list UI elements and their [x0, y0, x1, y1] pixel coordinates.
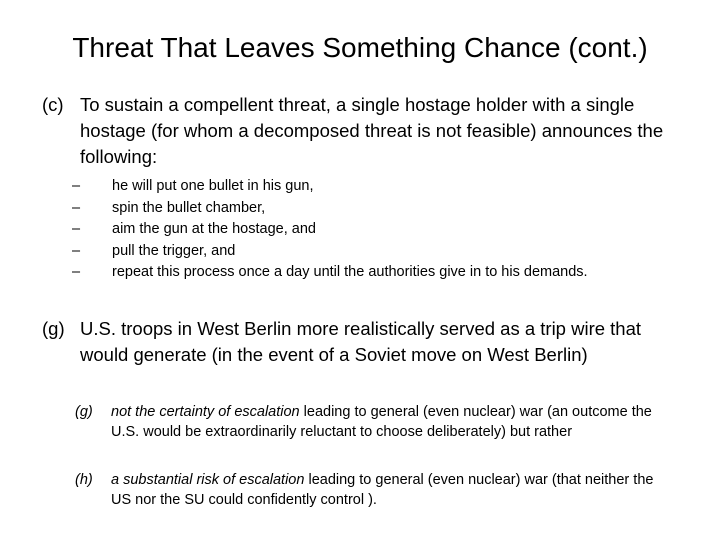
- bullet-dash: –: [72, 178, 81, 194]
- bullet-dash: –: [72, 264, 81, 280]
- bullet-text: spin the bullet chamber,: [112, 199, 266, 216]
- list-item: [72, 219, 692, 241]
- slide-title: Threat That Leaves Something Chance (cont.): [72, 32, 648, 63]
- bullet-text: he will put one bullet in his gun,: [112, 178, 314, 194]
- paragraph-c: [42, 92, 682, 170]
- bullet-text: repeat this process once a day until the authorities give in to his demands.: [112, 264, 588, 280]
- bullet-text: aim the gun at the hostage, and: [112, 221, 316, 237]
- paragraph-c-label: (c): [42, 94, 64, 115]
- list-item: [72, 241, 692, 263]
- list-item: [72, 198, 692, 220]
- sub-item-h-text: leading to general (even nuclear) war (that neither the US nor the SU could confidently control ).: [111, 472, 654, 508]
- paragraph-c-text: To sustain a compellent threat, a single hostage holder with a single hostage (for whom a decomposed threat is not feasible) announces the following:: [80, 94, 664, 167]
- list-item: [72, 262, 692, 284]
- sub-item-h: [75, 470, 675, 510]
- bullet-text: pull the trigger, and: [112, 242, 236, 259]
- sub-item-g: [75, 402, 675, 442]
- paragraph-g-text: U.S. troops in West Berlin more realistically served as a trip wire that would generate (in the event of a Soviet move on West Berlin): [80, 318, 642, 365]
- paragraph-g-label: (g): [42, 318, 65, 339]
- bullet-dash: –: [72, 221, 81, 237]
- sub-item-h-label: (h): [75, 472, 93, 488]
- sub-item-h-body: [111, 470, 675, 510]
- sub-item-g-body: [111, 402, 675, 442]
- list-item: [72, 176, 692, 198]
- sub-item-g-emphasis: not the certainty of escalation: [111, 404, 300, 420]
- bullet-list: [72, 176, 692, 284]
- sub-item-g-label: (g): [75, 404, 93, 420]
- paragraph-g: [42, 316, 682, 368]
- bullet-dash: –: [72, 199, 81, 216]
- bullet-dash: –: [72, 242, 81, 259]
- sub-item-g-text: leading to general (even nuclear) war (an outcome the U.S. would be extraordinarily reluctant to choose deliberately) but rather: [111, 404, 652, 440]
- sub-item-h-emphasis: a substantial risk of escalation: [111, 472, 305, 488]
